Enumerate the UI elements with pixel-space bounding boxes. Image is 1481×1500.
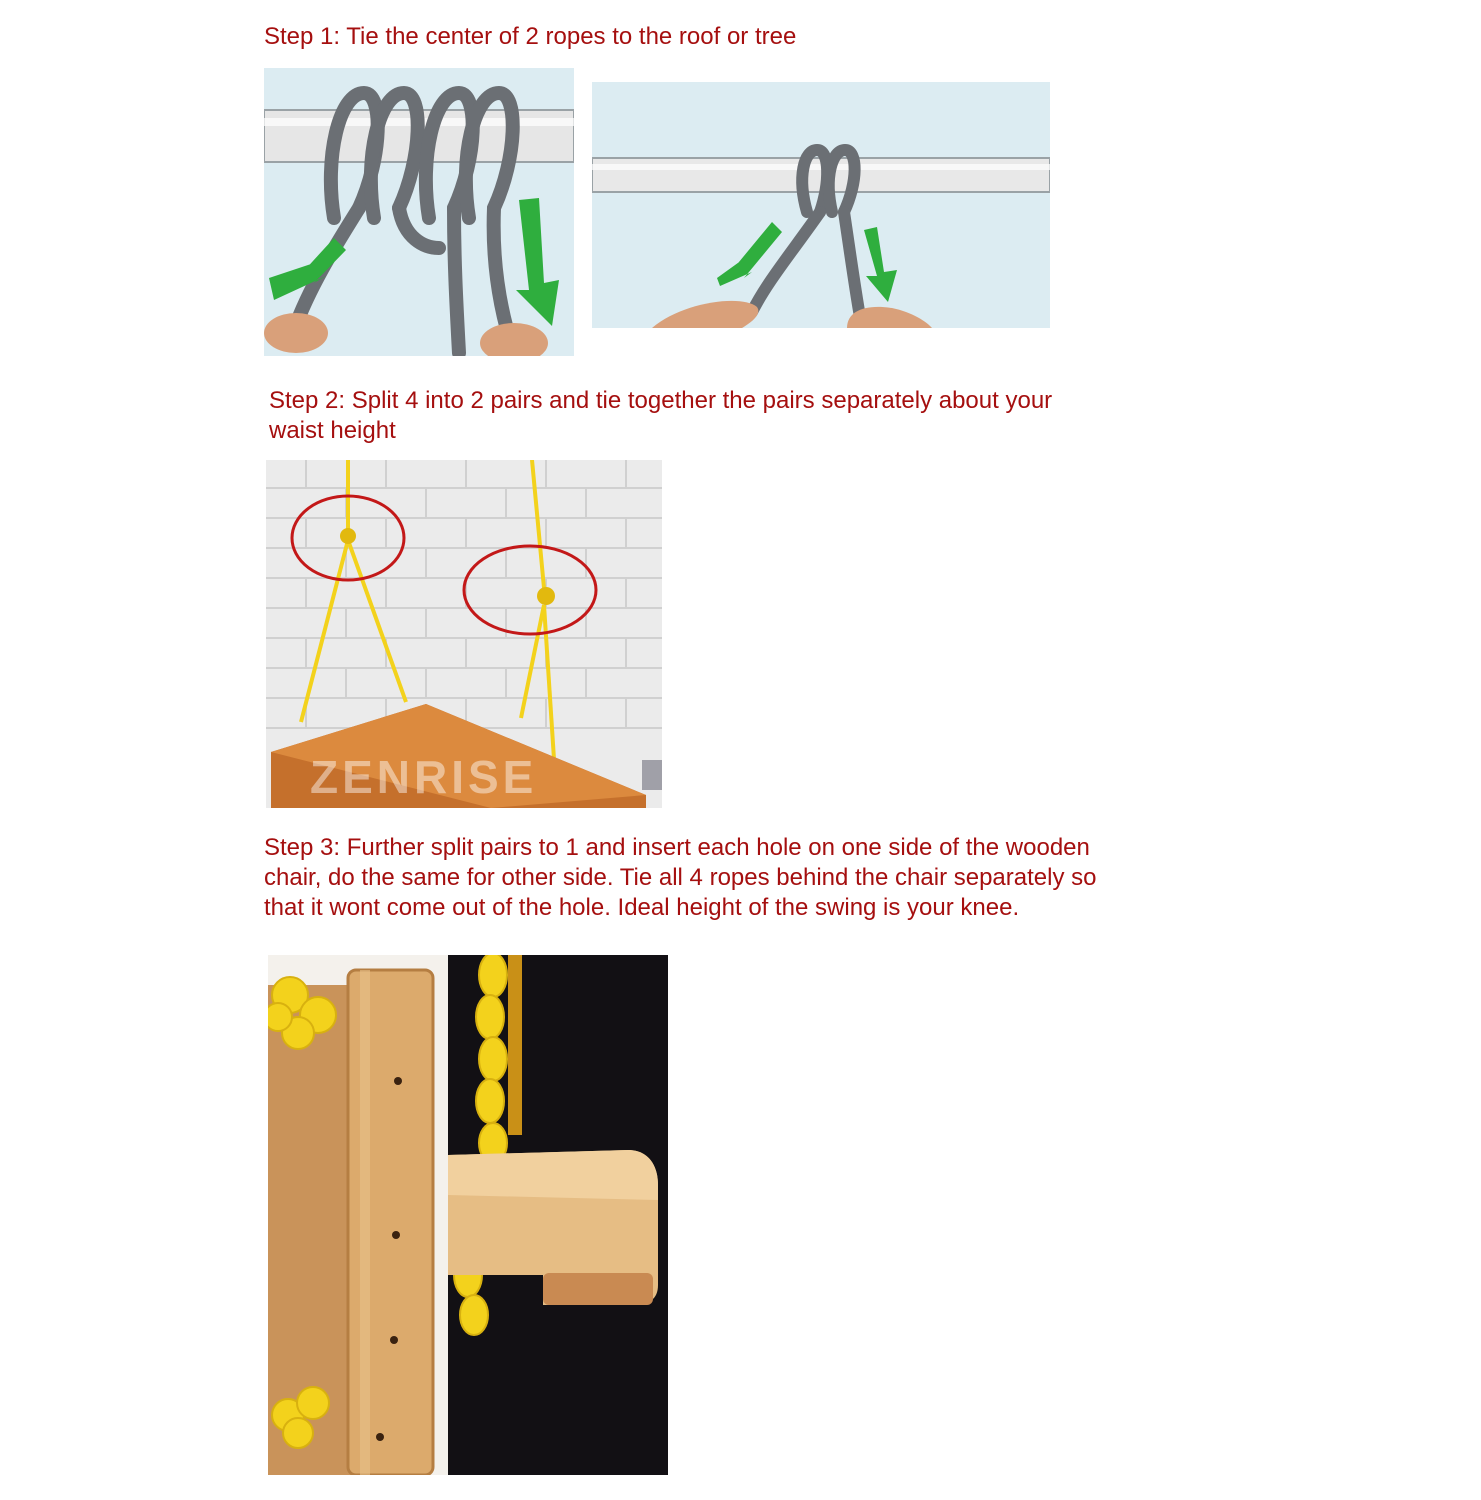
step-2-heading: [269, 386, 1052, 446]
step-1-heading: Step 1: Tie the center of 2 ropes to the roof or tree: [264, 23, 797, 50]
step-2-line-1: Step 2: Split 4 into 2 pairs and tie together the pairs separately about your: [269, 387, 1053, 414]
step-1-image-pull: [592, 82, 1050, 328]
step-3-image-seat-side: [448, 955, 668, 1475]
step-3-image-plank-holes: [268, 955, 448, 1475]
step-3-line-1: Step 3: Further split pairs to 1 and insert each hole on one side of the wooden: [264, 834, 1090, 861]
step-3-heading: [264, 833, 1096, 923]
step-2-line-2: waist height: [269, 417, 396, 444]
step-2-image-swing: [266, 460, 662, 808]
watermark-text: ZENRISE: [310, 751, 538, 803]
step-3-line-3: that it wont come out of the hole. Ideal height of the swing is your knee.: [264, 894, 1020, 921]
step-3-line-2: chair, do the same for other side. Tie all 4 ropes behind the chair separately so: [264, 864, 1097, 891]
step-1-image-loops: [264, 68, 574, 356]
